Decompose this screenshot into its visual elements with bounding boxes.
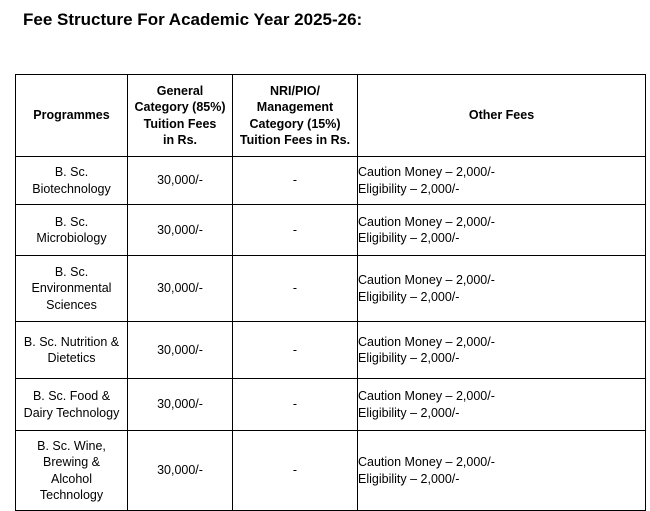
header-general-category (128, 75, 233, 157)
programme-line: B. Sc. (54, 264, 89, 279)
general-fee-cell: 30,000/- (128, 256, 233, 322)
header-line: Management (256, 100, 334, 114)
nri-fee-cell: - (233, 256, 358, 322)
programme-line: B. Sc. (54, 165, 89, 179)
header-other-fees: Other Fees (358, 75, 646, 157)
header-line: General (156, 83, 204, 98)
table-row (16, 256, 646, 322)
nri-fee-cell: - (233, 431, 358, 511)
header-nri-management-category (233, 75, 358, 157)
programme-line: B. Sc. Nutrition & (23, 334, 120, 349)
caution-money-line: Caution Money – 2,000/- (358, 273, 495, 287)
caution-money-line: Caution Money – 2,000/- (358, 334, 495, 349)
caution-money-line: Caution Money – 2,000/- (358, 165, 495, 179)
programme-cell (16, 157, 128, 205)
programme-cell (16, 322, 128, 379)
caution-money-line: Caution Money – 2,000/- (358, 455, 495, 469)
programme-line: B. Sc. (54, 214, 89, 229)
other-fees-cell (358, 322, 646, 379)
fee-structure-table (15, 74, 646, 511)
nri-fee-cell: - (233, 205, 358, 256)
header-line: in Rs. (162, 133, 198, 147)
general-fee-cell: 30,000/- (128, 157, 233, 205)
programme-cell (16, 379, 128, 431)
eligibility-line: Eligibility – 2,000/- (358, 351, 460, 365)
programme-line: B. Sc. Food & (32, 389, 111, 403)
programme-cell (16, 431, 128, 511)
programme-line: Dietetics (47, 351, 96, 365)
programme-line: Brewing & (43, 455, 100, 469)
other-fees-cell (358, 157, 646, 205)
other-fees-cell (358, 256, 646, 322)
programme-line: Sciences (46, 297, 97, 312)
header-programmes: Programmes (16, 75, 128, 157)
eligibility-line: Eligibility – 2,000/- (358, 289, 460, 304)
general-fee-cell: 30,000/- (128, 379, 233, 431)
programme-line: Technology (39, 488, 104, 502)
programme-line: Environmental (31, 281, 112, 296)
nri-fee-cell: - (233, 379, 358, 431)
general-fee-cell: 30,000/- (128, 431, 233, 511)
eligibility-line: Eligibility – 2,000/- (358, 231, 460, 245)
programme-cell (16, 256, 128, 322)
programme-line: Biotechnology (32, 181, 111, 196)
nri-fee-cell: - (233, 322, 358, 379)
general-fee-cell: 30,000/- (128, 205, 233, 256)
general-fee-cell: 30,000/- (128, 322, 233, 379)
nri-fee-cell: - (233, 157, 358, 205)
table-header-row (16, 75, 646, 157)
header-line: Category (85%) (134, 100, 226, 114)
table-row (16, 157, 646, 205)
programme-line: B. Sc. Wine, (37, 438, 106, 453)
caution-money-line: Caution Money – 2,000/- (358, 214, 495, 229)
table-row (16, 205, 646, 256)
programme-line: Alcohol (51, 471, 92, 486)
header-line: NRI/PIO/ (269, 83, 320, 98)
eligibility-line: Eligibility – 2,000/- (358, 181, 460, 196)
header-line: Tuition Fees in Rs. (239, 133, 351, 147)
programme-cell (16, 205, 128, 256)
eligibility-line: Eligibility – 2,000/- (358, 405, 460, 420)
table-row (16, 322, 646, 379)
header-line: Category (15%) (249, 116, 341, 131)
other-fees-cell (358, 205, 646, 256)
table-row (16, 379, 646, 431)
programme-line: Dairy Technology (23, 405, 120, 420)
programme-line: Microbiology (36, 231, 107, 245)
eligibility-line: Eligibility – 2,000/- (358, 471, 460, 486)
table-row (16, 431, 646, 511)
other-fees-cell (358, 431, 646, 511)
caution-money-line: Caution Money – 2,000/- (358, 389, 495, 403)
page-title: Fee Structure For Academic Year 2025-26: (23, 10, 363, 29)
other-fees-cell (358, 379, 646, 431)
header-line: Tuition Fees (143, 116, 217, 131)
